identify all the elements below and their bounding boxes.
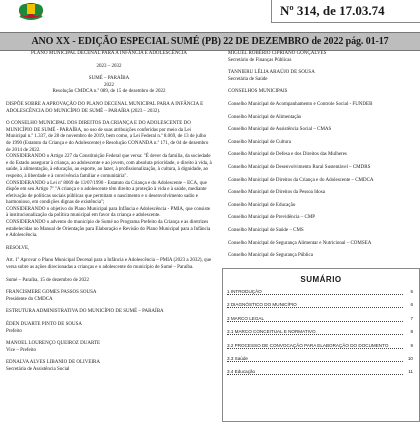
- edition-bar: ANO XX - EDIÇÃO ESPECIAL SUMÉ (PB) 22 DE DEZEMBRO de 2022 pág. 01-17: [0, 32, 420, 51]
- considerando-4: CONSIDERANDO o advento do município de Sumé no Programa Prefeito da Criança e as diretrizes estabelecidas no Manual de Orientação para Elaboração e Revisão do Plano Municipal para a Infância e Adolescência.: [6, 220, 211, 239]
- left-column: [6, 51, 212, 374]
- council-item: Conselho Municipal de Educação: [228, 202, 296, 208]
- councils-list: [228, 102, 416, 266]
- date-line: Sumé – Paraíba, 15 de dezembro de 2022: [6, 277, 90, 283]
- toc-label: 3.1 MARCO CONCEITUAL E NORMATIVO: [227, 329, 316, 335]
- resolve-heading: RESOLVE,: [6, 245, 30, 251]
- council-item: Conselho Municipal de Assistência Social – CMAS: [228, 127, 332, 133]
- council-item: Conselho Municipal de Alimentação: [228, 114, 302, 120]
- toc-label: 1 INTRODUÇÃO: [227, 289, 262, 294]
- resolution-line: Resolução CMDCA n.º 089, de 15 de dezembro de 2022: [52, 89, 166, 95]
- council-item: Conselho Municipal de Saúde – CMS: [228, 227, 304, 233]
- council-item: Conselho Municipal de Segurança Pública: [228, 253, 313, 259]
- toc-entry[interactable]: [227, 312, 413, 325]
- council-item: Conselho Municipal de Acompanhamento e Controle Social - FUNDEB: [228, 101, 373, 107]
- signature-role: Prefeito: [6, 328, 22, 334]
- toc-entry[interactable]: [227, 339, 413, 352]
- council-item: Conselho Municipal de Desenvolvimento Rural Sustentável – CMDRS: [228, 164, 371, 170]
- toc-page: 11: [406, 365, 413, 378]
- councils-title: CONSELHOS MUNICIPAIS: [228, 89, 288, 95]
- toc-entry[interactable]: [227, 325, 413, 338]
- issue-number: Nº 314, de 17.03.74: [271, 0, 420, 23]
- considerando-2: CONSIDERANDO a Lei nº 8069 de 13/07/1990 - Estatuto da Criança e do Adolescente – ECA, que dispõe em seu Artigo 7º "A criança e o adolescente têm direito a proteção à vida e à saúde, mediante efetivação de políticas sociais públicas que permitam o nascimento e o desenvolvimento sadio e harmonioso, em condições dignas de existência";: [6, 180, 207, 206]
- right-column: [228, 51, 416, 266]
- toc-label: 3 MARCO LEGAL: [227, 315, 265, 321]
- toc-label: 3.3 Saúde: [227, 355, 248, 361]
- person-role: Secretário de Finanças Públicas: [228, 57, 292, 63]
- plan-years: 2023 – 2032: [96, 63, 122, 69]
- person-name: TANNIERU LÉLIA ARAÚJO DE SOUSA: [228, 70, 315, 76]
- signature-name: EDNALVA ALVES LIBANIO DE OLIVEIRA: [6, 360, 100, 366]
- considerando-1: CONSIDERANDO o Artigo 227 da Constituição Federal que versa: "É dever da família, da sociedade e do Estado assegurar à criança, ao adolescente e ao jovem, com absoluta prioridade, o direito à vida, à saúde, à alimentação, à educação, ao esporte, ao lazer, à profissionalização, à cultura, à dignidade, ao respeito, à liberdade e à convivência familiar e comunitária".: [6, 154, 212, 179]
- council-item: Conselho Municipal de Defesa e dos Direitos das Mulheres: [228, 152, 347, 158]
- toc-page: 9: [408, 339, 413, 352]
- dispoe-paragraph: DISPÕE SOBRE A APROVAÇÃO DO PLANO DECENAL MUNICIPAL PARA A INFÂNCIA E ADOLESCÊNCIA DO MUNICÍPIO DE SUMÉ – PARAÍBA (2023 – 2032).: [6, 101, 204, 114]
- toc-page: 10: [406, 352, 413, 365]
- council-item: Conselho Municipal de Direitos da Pessoa Idosa: [228, 190, 325, 196]
- signature-role: Secretária de Assistência Social: [6, 366, 70, 372]
- signature-role: Presidente do CMDCA: [6, 296, 53, 302]
- council-item: Conselho Municipal de Cultura: [228, 139, 291, 145]
- article-1: Art. 1º Aprovar o Plano Municipal Decenal para a Infância e Adolescência – PMIA (2023 a 2032), que versa sobre as ações direcionadas a crianças e o adolescente do município de Sumé – Paraíba.: [6, 258, 212, 271]
- summary-box: [222, 268, 420, 422]
- toc-page: 8: [408, 325, 413, 338]
- considerando-3: CONSIDERANDO o objetivo do Plano Municipal para Infância e Adolescência - PMIA, que consiste à institucionalização da política municipal em favor da criança e adolescente.: [6, 206, 211, 219]
- toc-page: 6: [408, 298, 413, 311]
- toc-entry[interactable]: [227, 365, 413, 378]
- signature-name: FRANCISMERE GOMES PASSOS SOUSA: [6, 290, 97, 296]
- year-line: 2022: [104, 82, 114, 88]
- toc-label: 2 DIAGNÓSTICO DO MUNICÍPIO: [227, 302, 297, 308]
- person-name: MIGUEL ROBÉRIO CIPRIANO GONÇALVES: [228, 51, 327, 56]
- person-role: Secretária de Saúde: [228, 76, 268, 82]
- table-of-contents: [227, 285, 413, 379]
- council-item: Conselho Municipal de Direitos da Criança e do Adolescente – CMDCA: [228, 177, 374, 183]
- toc-label: 3.4 Educação: [227, 369, 256, 375]
- structure-heading: ESTRUTURA ADMINISTRATIVA DO MUNICÍPIO DE SUMÉ – PARAÍBA: [6, 309, 164, 315]
- toc-label: 3.2 PROCESSO DE CONVOCAÇÃO PARA ELABORAÇÃO DO DOCUMENTO: [227, 342, 389, 348]
- toc-page: 7: [408, 312, 413, 325]
- toc-page: 5: [408, 285, 413, 298]
- summary-title: SUMÁRIO: [300, 275, 342, 284]
- toc-entry[interactable]: [227, 298, 413, 311]
- toc-entry[interactable]: [227, 352, 413, 365]
- council-item: Conselho Municipal de Previdência – CMP: [228, 215, 316, 221]
- signature-name: MANOEL LOURENÇO QUEIROZ DUARTE: [6, 341, 101, 347]
- coat-of-arms-logo: [14, 0, 48, 20]
- preamble-paragraph: O CONSELHO MUNICIPAL DOS DIREITOS DA CRIANÇA E DO ADOLESCENTE DO MUNICÍPIO DE SUMÉ - PARAÍBA, no uso de suas atribuições conferidas por meio da Lei Municipal n.º 1.337, de 28 de novembro de 2019, bem como, a Lei Federal n.º 8.069, de 13 de julho de 1990 (Estatuto da Criança e do Adolescente) e Resolução CONANDA n.º 171, de 04 de dezembro de 2014 de 2022.: [6, 121, 209, 153]
- signature-name: ÉDEN DUARTE PINTO DE SOUSA: [6, 322, 82, 327]
- plan-title: PLANO MUNICIPAL DECENAL PARA A INFÂNCIA E ADOLESCÊNCIA: [30, 51, 188, 56]
- city-line: SUMÉ – PARAÍBA: [88, 76, 130, 82]
- signature-role: Vice – Prefeito: [6, 347, 36, 353]
- council-item: Conselho Municipal de Segurança Alimentar e Nutricional – COMSEA: [228, 240, 372, 246]
- toc-entry[interactable]: [227, 285, 413, 298]
